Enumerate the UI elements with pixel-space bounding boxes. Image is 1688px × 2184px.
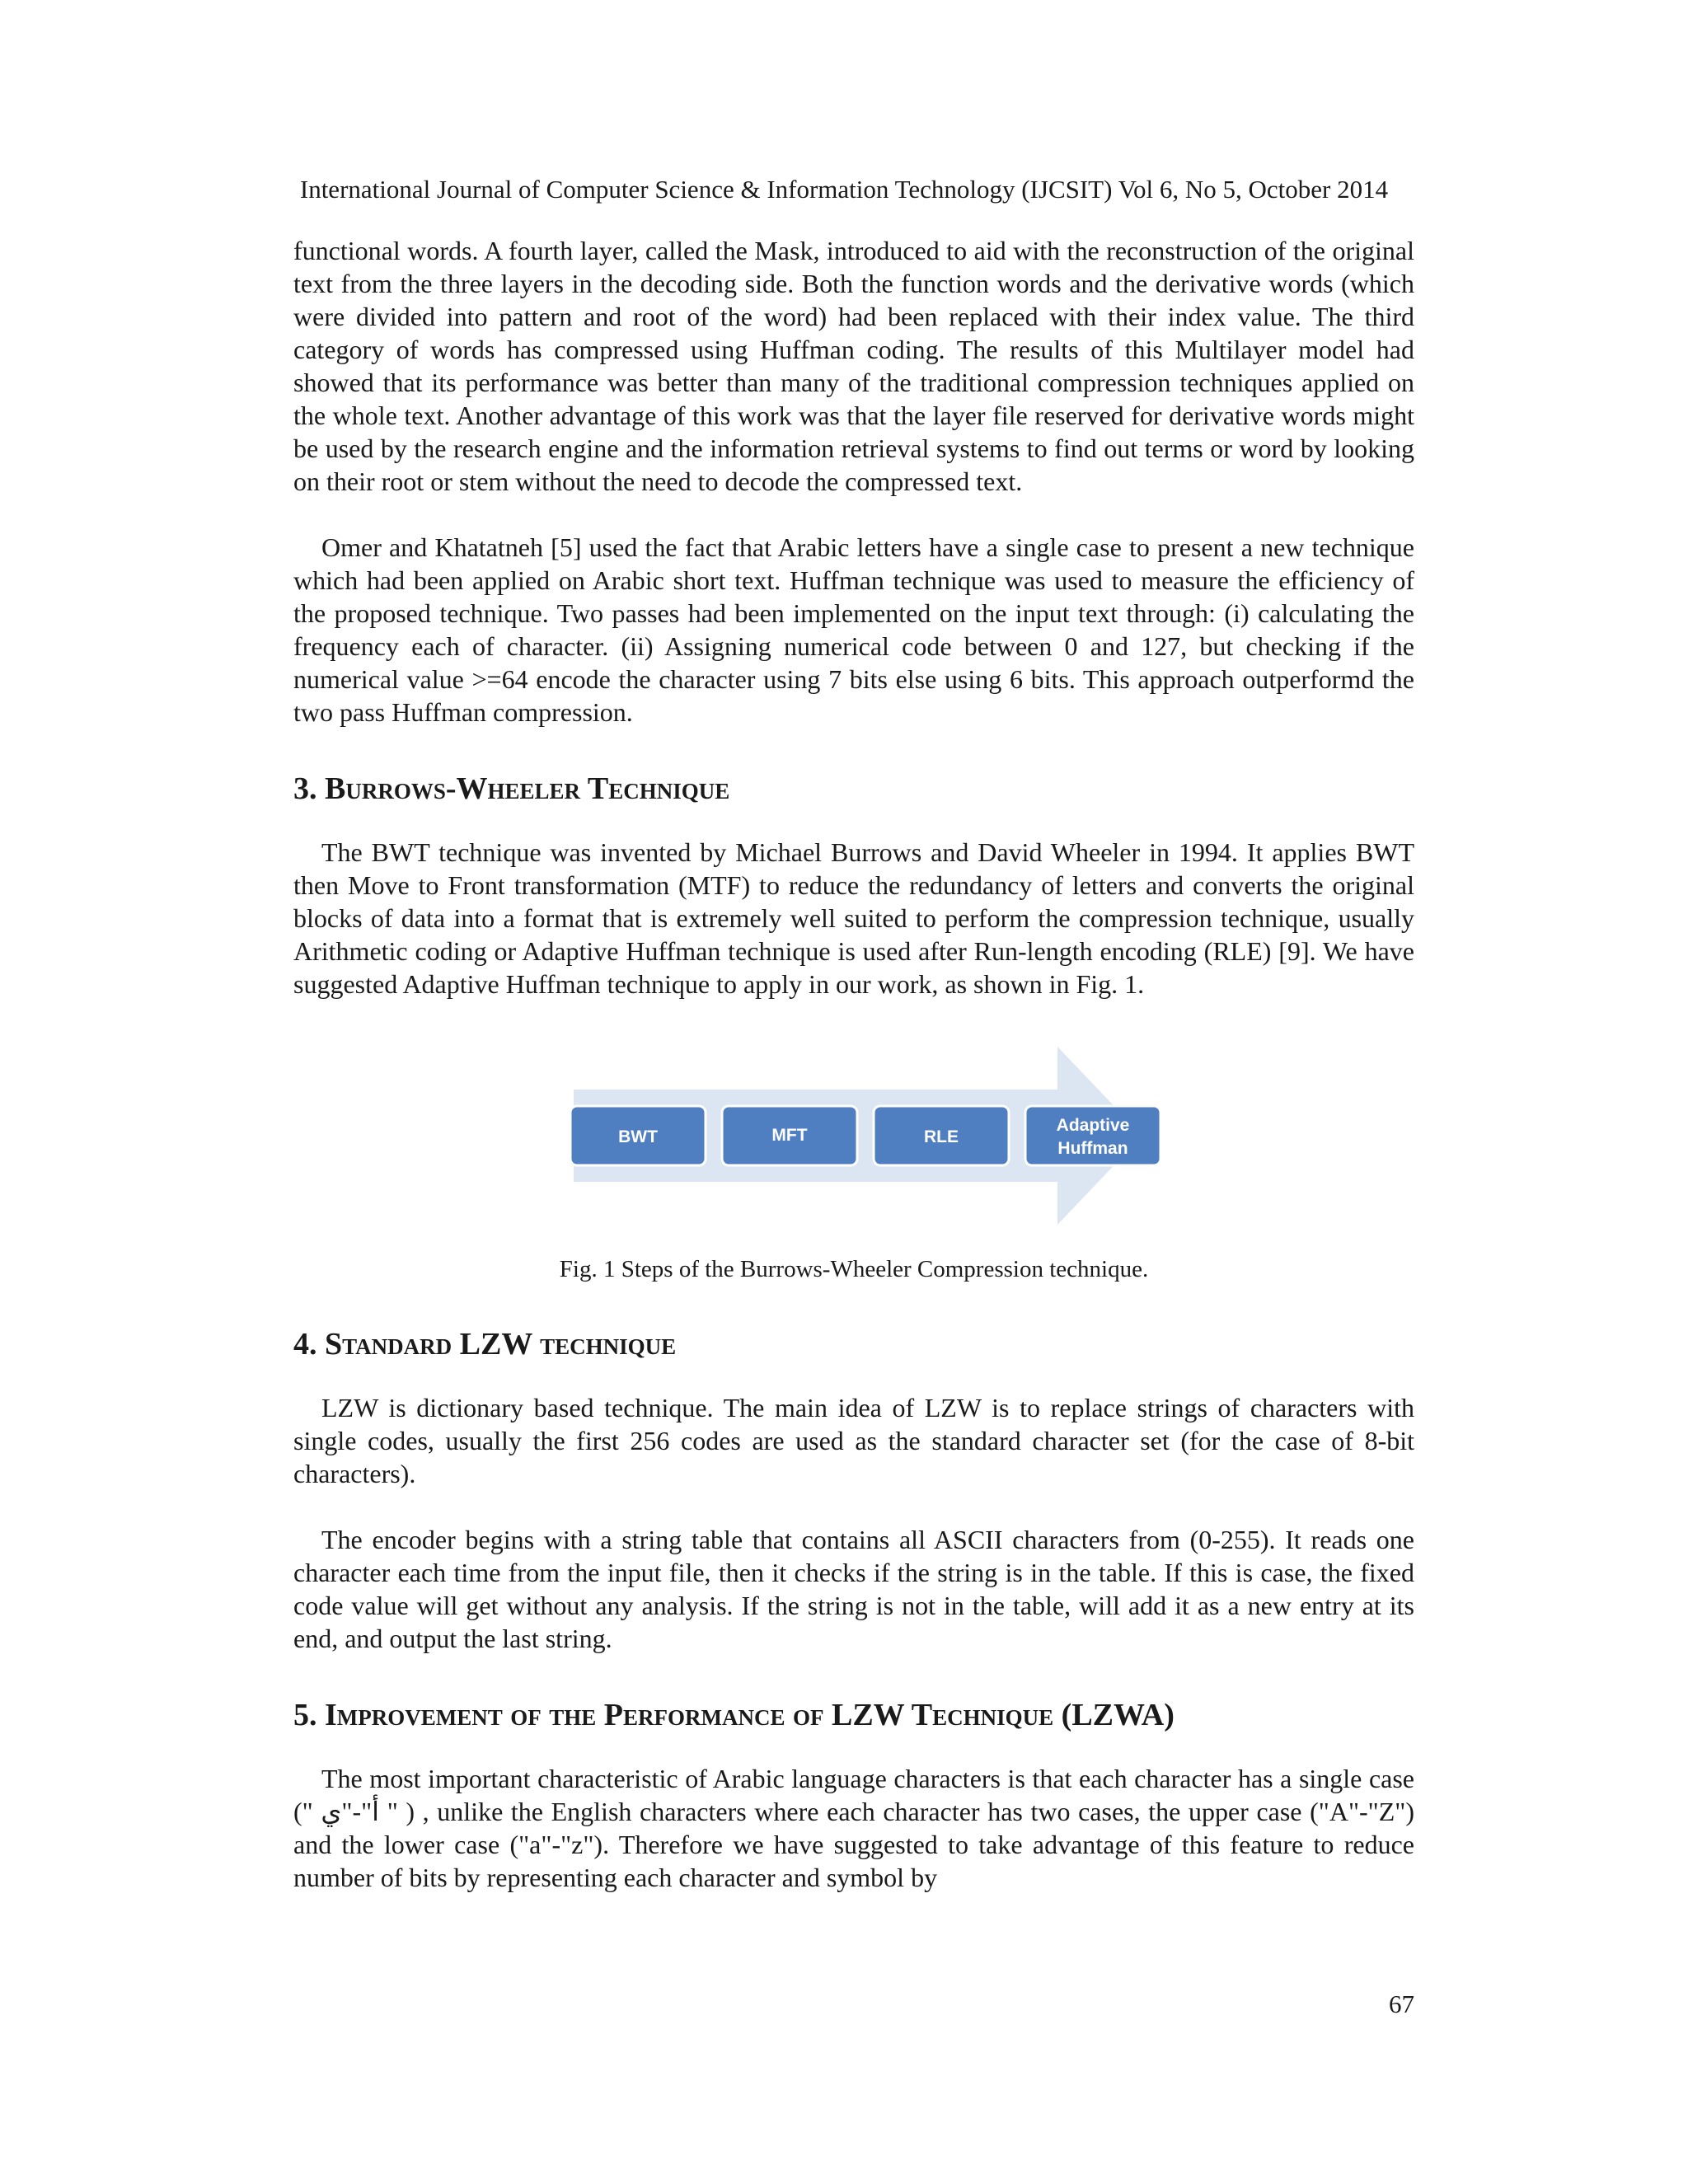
paragraph-multilayer-model: functional words. A fourth layer, called the Mask, introduced to aid with the reconstruction of the original text from the three layers in the decoding side. Both the function words and the derivative words (which were divided into pattern and root of the word) had been replaced with their index value. The third category of words has compressed using Huffman coding. The results of this Multilayer model had showed that its performance was better than many of the traditional compression techniques applied on the whole text. Another advantage of this work was that the layer file reserved for derivative words might be used by the research engine and the information retrieval systems to find out terms or word by looking on their root or stem without the need to decode the compressed text. [293, 236, 1414, 496]
step-box-mft [722, 1106, 857, 1165]
step-label-huffman: Huffman [1057, 1139, 1128, 1158]
figure-caption: Fig. 1 Steps of the Burrows-Wheeler Compression technique. [559, 1256, 1149, 1282]
article-body [293, 234, 1414, 1894]
step-box-adaptive-huffman [1025, 1106, 1160, 1165]
step-label-rle: RLE [924, 1127, 959, 1146]
section-title-text: Burrows-Wheeler Technique [325, 771, 730, 806]
step-box-rle [874, 1106, 1009, 1165]
section-title-text: Improvement of the Performance of LZW Technique (LZWA) [325, 1698, 1175, 1732]
section-number: 5. [293, 1698, 317, 1732]
figure-1 [293, 1040, 1414, 1231]
paragraph-lzw-encoder: The encoder begins with a string table that contains all ASCII characters from (0-255). It reads one character each time from the input file, then it checks if the string is in the table. If this is case, the fixed code value will get without any analysis. If the string is not in the table, will add it as a new entry at its end, and output the last string. [293, 1525, 1414, 1653]
paragraph-omer-khatatneh: Omer and Khatatneh [5] used the fact that Arabic letters have a single case to present a new technique which had been applied on Arabic short text. Huffman technique was used to measure the efficiency of the proposed technique. Two passes had been implemented on the input text through: (i) calculating the frequency each of character. (ii) Assigning numerical code between 0 and 127, but checking if the numerical value >=64 encode the character using 7 bits else using 6 bits. This approach outperformd the two pass Huffman compression. [293, 532, 1414, 727]
step-label-bwt: BWT [618, 1127, 658, 1146]
paragraph-lzw-dictionary: LZW is dictionary based technique. The main idea of LZW is to replace strings of characters with single codes, usually the first 256 codes are used as the standard character set (for the case of 8-bit characters). [293, 1393, 1414, 1488]
step-label-mft: MFT [771, 1126, 808, 1145]
bwt-steps-diagram [293, 1040, 1414, 1231]
section-heading-5 [293, 1696, 1414, 1734]
section-title-text: Standard LZW technique [325, 1327, 677, 1361]
section-heading-4 [293, 1325, 1414, 1363]
page-number: 67 [1389, 1990, 1414, 2018]
section-heading-3 [293, 770, 1414, 808]
step-label-adaptive: Adaptive [1056, 1116, 1130, 1135]
section-number: 4. [293, 1327, 317, 1361]
journal-header: International Journal of Computer Science & Information Technology (IJCSIT) Vol 6, No 5, October 2014 [299, 175, 1389, 204]
paragraph-bwt: The BWT technique was invented by Michael Burrows and David Wheeler in 1994. It applies BWT then Move to Front transformation (MTF) to reduce the redundancy of letters and converts the original blocks of data into a format that is extremely well suited to perform the compression technique, usually Arithmetic coding or Adaptive Huffman technique is used after Run-length encoding (RLE) [9]. We have suggested Adaptive Huffman technique to apply in our work, as shown in Fig. 1. [293, 837, 1414, 999]
paragraph-arabic-single-case: The most important characteristic of Arabic language characters is that each character has a single case (" أ"-"ي " ) , unlike the English characters where each character has two cases, the upper case ("A"-"Z") and the lower case ("a"-"z"). Therefore we have suggested to take advantage of this feature to reduce number of bits by representing each character and symbol by [293, 1764, 1414, 1892]
step-box-bwt [570, 1106, 706, 1165]
section-number: 3. [293, 771, 317, 806]
